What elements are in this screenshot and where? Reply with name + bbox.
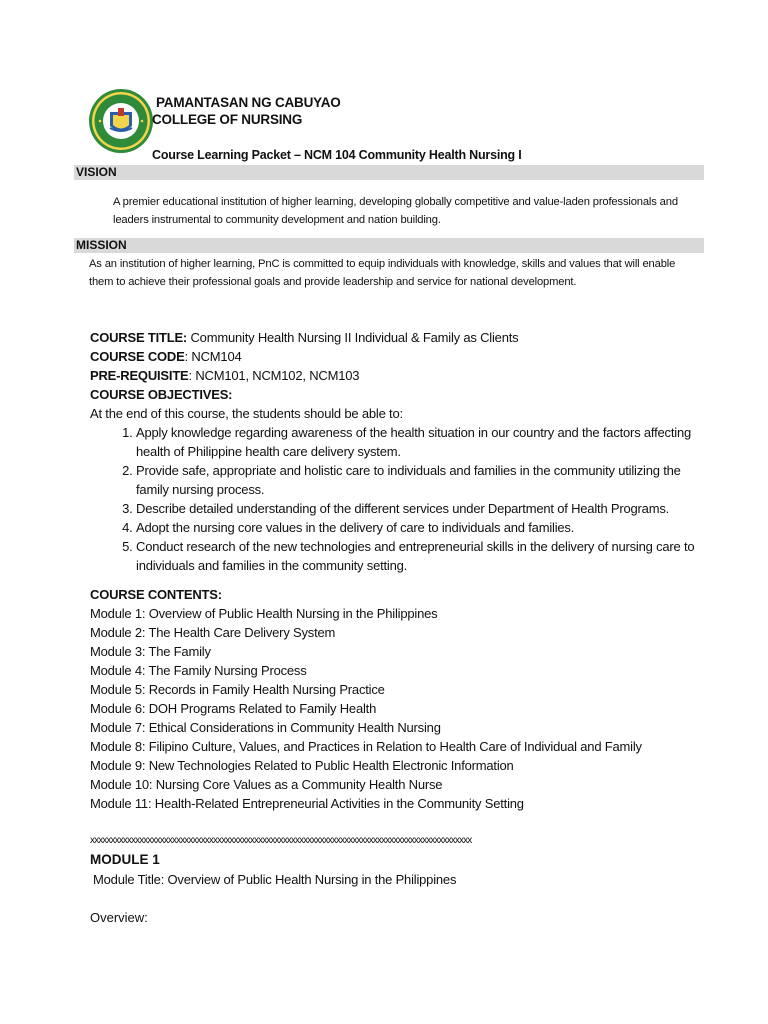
module-title: Module Title: Overview of Public Health Nursing in the Philippines (93, 872, 457, 887)
course-code-label: COURSE CODE (90, 349, 185, 364)
prerequisite-row (90, 366, 710, 385)
module-list-item: Module 4: The Family Nursing Process (90, 663, 307, 678)
objectives-intro: At the end of this course, the students should be able to: (90, 406, 403, 421)
module-list-item: Module 9: New Technologies Related to Public Health Electronic Information (90, 758, 514, 773)
course-title-label: COURSE TITLE: (90, 330, 188, 345)
course-info (90, 328, 710, 813)
university-seal-logo (88, 88, 154, 154)
module-list-item: Module 6: DOH Programs Related to Family Health (90, 701, 377, 716)
university-name: PAMANTASAN NG CABUYAO (156, 95, 341, 110)
objectives-list (90, 423, 710, 575)
module-list-item: Module 2: The Health Care Delivery System (90, 625, 336, 640)
course-title-row (90, 328, 710, 347)
module-list-item: Module 11: Health-Related Entrepreneurial Activities in the Community Setting (90, 796, 524, 811)
objective-item: 5. Conduct research of the new technologies and entrepreneurial skills in the delivery of nursing care to individuals and families in the community setting. (136, 537, 710, 575)
mission-text: As an institution of higher learning, PnC is committed to equip individuals with knowledge, skills and values that will enable them to achieve their professional goals and provide leadership and service for national development. (89, 258, 676, 288)
module-list-item: Module 3: The Family (90, 644, 211, 659)
separator-line: xxxxxxxxxxxxxxxxxxxxxxxxxxxxxxxxxxxxxxxxxxxxxxxxxxxxxxxxxxxxxxxxxxxxxxxxxxxxxxxxxxxxxxxxxxxxx (90, 835, 472, 846)
module-list-item: Module 5: Records in Family Health Nursing Practice (90, 682, 385, 697)
course-code-row (90, 347, 710, 366)
module-list-item: Module 10: Nursing Core Values as a Community Health Nurse (90, 777, 443, 792)
prerequisite-value: : NCM101, NCM102, NCM103 (188, 368, 360, 383)
objectives-heading: COURSE OBJECTIVES: (90, 387, 233, 402)
course-code-value: : NCM104 (184, 349, 242, 364)
overview-label: Overview: (90, 910, 148, 925)
vision-text: A premier educational institution of higher learning, developing globally competitive and value-laden professionals and leaders instrumental to community development and nation building. (113, 196, 678, 226)
vision-heading: VISION (74, 165, 704, 180)
institution-header (152, 94, 341, 128)
prerequisite-label: PRE-REQUISITE (90, 368, 189, 383)
college-name: COLLEGE OF NURSING (152, 112, 303, 127)
module-list-item: Module 8: Filipino Culture, Values, and Practices in Relation to Health Care of Individual and Family (90, 739, 642, 754)
objective-item: 3. Describe detailed understanding of the different services under Department of Health Programs. (136, 499, 710, 518)
module-heading: MODULE 1 (90, 852, 160, 867)
contents-heading: COURSE CONTENTS: (90, 587, 222, 602)
objective-item: 1. Apply knowledge regarding awareness of the health situation in our country and the factors affecting health of Philippine health care delivery system. (136, 423, 710, 461)
course-title-value: Community Health Nursing II Individual & Family as Clients (187, 330, 519, 345)
objective-item: 4. Adopt the nursing core values in the delivery of care to individuals and families. (136, 518, 710, 537)
packet-title: Course Learning Packet – NCM 104 Community Health Nursing I (152, 148, 522, 162)
mission-heading: MISSION (74, 238, 704, 253)
objective-item: 2. Provide safe, appropriate and holistic care to individuals and families in the community utilizing the family nursing process. (136, 461, 710, 499)
module-list-item: Module 7: Ethical Considerations in Community Health Nursing (90, 720, 441, 735)
module-list-item: Module 1: Overview of Public Health Nursing in the Philippines (90, 606, 438, 621)
